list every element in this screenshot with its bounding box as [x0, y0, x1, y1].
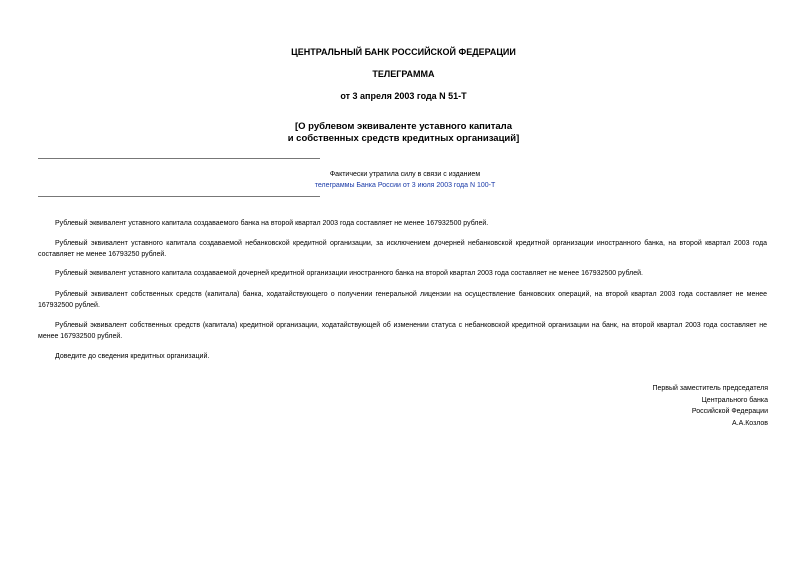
paragraph-4: Рублевый эквивалент собственных средств (капитала) банка, ходатайствующего о получении генеральной лицензии на осуществление банковских операций, на второй квартал 2003 года составляет не менее 167932500 рублей. [38, 291, 767, 309]
paragraph-2: Рублевый эквивалент уставного капитала создаваемой небанковской кредитной организации, за исключением дочерней небанковской кредитной организации иностранного банка, на второй квартал 2003 года составляет не менее 16793250 рублей. [38, 240, 767, 258]
signature-position-line-2: Центрального банка [701, 396, 768, 404]
status-note: Фактически утратила силу в связи с изданием [329, 171, 481, 178]
paragraph-5: Рублевый эквивалент собственных средств (капитала) кредитной организации, ходатайствующей об изменении статуса с небанковской кредитной организации на банк, на второй квартал 2003 года составляет не менее 167932500 рублей. [38, 322, 767, 340]
signature-position-line-1: Первый заместитель председателя [652, 385, 768, 392]
organization-title: ЦЕНТРАЛЬНЫЙ БАНК РОССИЙСКОЙ ФЕДЕРАЦИИ [291, 47, 516, 57]
document-subject [0, 121, 807, 145]
document-date-number: от 3 апреля 2003 года N 51-Т [340, 91, 467, 101]
paragraph-3: Рублевый эквивалент уставного капитала создаваемой дочерней кредитной организации иностранного банка на второй квартал 2003 года составляет не менее 167932500 рублей. [55, 270, 643, 277]
document-type: ТЕЛЕГРАММА [372, 69, 435, 79]
status-link[interactable]: телеграммы Банка России от 3 июля 2003 года N 100-Т [314, 182, 496, 189]
paragraph-6: Доведите до сведения кредитных организаций. [55, 353, 210, 360]
subject-line-1: [О рублевом эквиваленте уставного капитала [294, 121, 512, 132]
signature-block [652, 383, 768, 429]
bottom-divider [38, 196, 320, 197]
signature-position-line-3: Российской Федерации [691, 408, 768, 415]
top-divider [38, 158, 320, 159]
signature-name: А.А.Козлов [731, 419, 768, 427]
subject-line-2: и собственных средств кредитных организаций] [287, 133, 520, 144]
paragraph-1: Рублевый эквивалент уставного капитала создаваемого банка на второй квартал 2003 года составляет не менее 167932500 рублей. [55, 220, 489, 227]
